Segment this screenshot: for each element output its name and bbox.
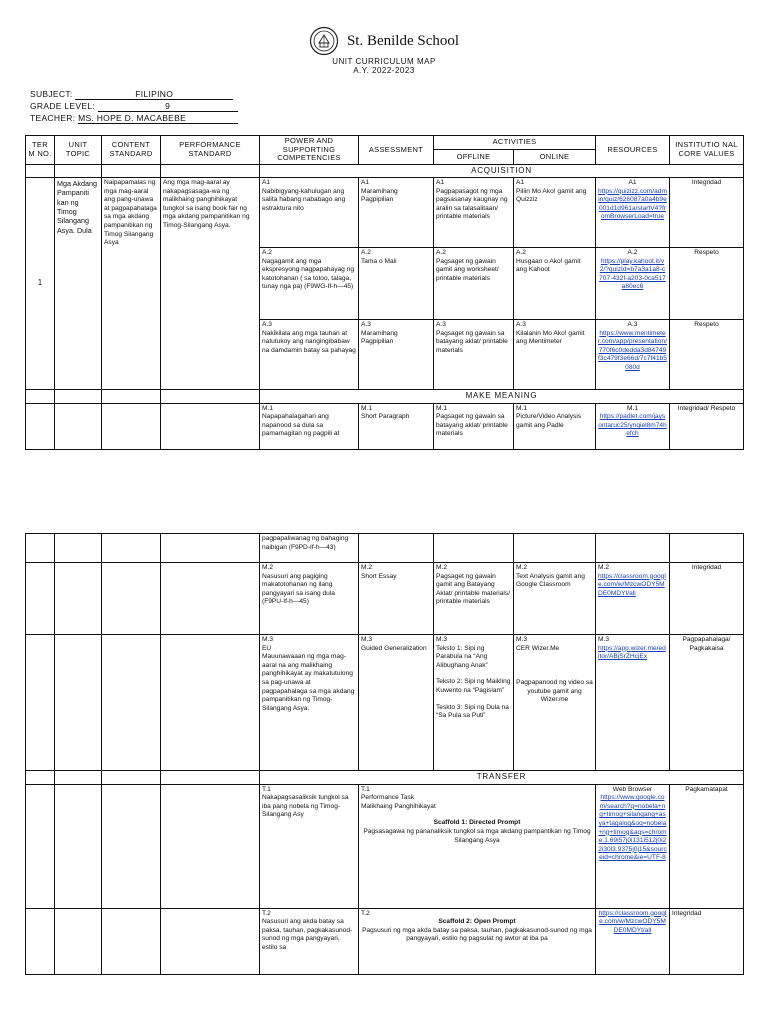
school-name: St. Benilde School	[346, 32, 460, 49]
grade-line	[30, 101, 238, 112]
resource-link[interactable]: https://classroom.google.com/w/MzcwODY5MDE0MDYt/all	[598, 909, 667, 934]
section-row-transfer	[26, 771, 744, 785]
col-resources: RESOURCES	[596, 136, 670, 165]
assessment-cell: M.3 Guided Generalization	[359, 635, 434, 771]
resource-cell: M.2 https://classroom.google.com/w/MzcwODY5MDE0MDYt/all	[596, 563, 670, 635]
section-row-make-meaning	[26, 390, 744, 404]
offline-cell: A.2 Pagsaget ng gawain gamit ang worksheet/ printable materials	[434, 248, 514, 320]
table-row	[26, 534, 744, 563]
competency-cell: A.2 Nagagamit ang mga ekspresyong nagpapahayag ng katotohanan ( sa totoo, talaga, tunay nga pa) (F9WG-If-h—45)	[260, 248, 359, 320]
resource-cell: A.2 https://play.kahoot.it/v2/?quizId=b7a3a1a8-c707-432f-a203-0ca517a80ec6	[596, 248, 670, 320]
assessment-cell: A.2 Tama o Mali	[359, 248, 434, 320]
resource-cell: A1 https://quizizz.com/admin/quiz/626087a0a4b9e001d1d961a/startV4?fromBrowserLoad=true	[596, 178, 670, 248]
core-value-cell: Integridad	[670, 563, 744, 635]
resource-link[interactable]: https://quizizz.com/admin/quiz/626087a0a4b9e001d1d961a/startV4?fromBrowserLoad=true	[598, 187, 667, 221]
core-value-cell: Integridad/ Respeto	[670, 403, 744, 449]
col-competencies: POWER AND SUPPORTING COMPETENCIES	[260, 136, 359, 165]
competency-cell: M.1 Napapahalagahan ang napanood sa dula sa pamamagitan ng pagpili at	[260, 403, 359, 449]
document-title: UNIT CURRICULUM MAP	[332, 57, 436, 66]
col-online: ONLINE	[514, 150, 596, 164]
competency-cell: M.2 Nasusuri ang pagiging makatotohanan ng ilang pangyayari sa isang dula (F9PU-If-h—45)	[260, 563, 359, 635]
scaffold-title: Scaffold 1: Directed Prompt	[433, 819, 521, 827]
performance-task-cell: T.2 Scaffold 2: Open Prompt Pagsusuri ng mga akda batay sa paksa, tauhan, pagkakasunod-sunod ng mga pangyayari, estilo ng pagsulat ng awtor at iba pa	[359, 908, 596, 974]
assessment-cell: M.2 Short Essay	[359, 563, 434, 635]
assessment-cell: A1 Maramihang Pagpipilian	[359, 178, 434, 248]
competency-cell: A.3 Nakikilala ang mga tauhan at natutukoy ang nangingibabaw na damdamin batay sa pahayag	[260, 320, 359, 390]
term-number: 1	[26, 178, 55, 390]
core-value-cell: Pagpapahalaga/ Pagkakaisa	[670, 635, 744, 771]
competency-cell: T.1 Nakapagsasaliksik tungkol sa iba pang nobela ng Timog-Silangang Asy	[260, 784, 359, 908]
online-cell: A1 Piliin Mo Ako! gamit ang Quizziz	[514, 178, 596, 248]
core-value-cell: Respeto	[670, 248, 744, 320]
col-assessment: ASSESSMENT	[359, 136, 434, 165]
header-row	[26, 136, 744, 150]
subject-label: SUBJECT:	[30, 89, 73, 99]
online-cell: A.2 Husgaan o Ako! gamit ang Kahoot	[514, 248, 596, 320]
competency-cell: pagpapaliwanag ng bahaging naibigan (F9PD-If-h—43)	[260, 534, 359, 563]
grade-label: GRADE LEVEL:	[30, 101, 96, 111]
online-cell: A.3 Kilalanin Mo Ako! gamit ang Mentimeter	[514, 320, 596, 390]
table-row	[26, 563, 744, 635]
teacher-line	[30, 113, 238, 124]
scaffold-prompt: Pagsusuri ng mga akda batay sa paksa, tauhan, pagkakasunod-sunod ng mga pangyayari, estilo ng pagsulat ng awtor at iba pa	[362, 926, 592, 943]
col-content: CONTENT STANDARD	[102, 136, 161, 165]
resource-cell: A.3 https://www.mentimeter.com/app/presentation/770f6c0dedda3d84749f3c479f3e66d/7c7f41b5080d	[596, 320, 670, 390]
col-term: TER M NO.	[26, 136, 55, 165]
section-title-acquisition: ACQUISITION	[260, 164, 744, 178]
content-standard: Naipapamalas ng mga mag-aaral ang pang-unawa at pagpapahalaga sa mga akdang pampanitikan ng Timog Silangang Asya	[102, 178, 161, 390]
unit-topic: Mga Akdang Pampaniti kan ng Timog Silangang Asya. Dula	[55, 178, 102, 390]
offline-cell: A1 Pagpapasagot ng mga pagsasanay kaugnay ng aralin sa talasalitaan/ printable materials	[434, 178, 514, 248]
subject-value: FILIPINO	[75, 89, 233, 100]
resource-link[interactable]: https://classroom.google.com/w/MzcwODY5MDE0MDYt/all	[598, 572, 666, 597]
resource-link[interactable]: https://www.google.com/search?q=nobela+ng+timog+silangang+asya+tagalog&oq=nobela+ng+timog&aqs=chrome.1.69i57j0i131i512j0i22i30l3.9375j0j15&sourceid=chrome&ie=UTF-8	[598, 794, 667, 862]
resource-link[interactable]: https://www.mentimeter.com/app/presentation/770f6c0dedda3d84749f3c479f3e66d/7c7f41b5080d	[598, 329, 667, 372]
text-one: Teksto 1: Sipi ng Parabula na “Ang Alibughang Anak”	[436, 644, 488, 669]
core-value-cell: Integridad	[670, 178, 744, 248]
online-cell: M.3 CER Wizer.Me Pagpapanood ng video sa youtube gamit ang Wizer.me	[514, 635, 596, 771]
school-seal-icon	[309, 26, 339, 56]
page-header	[0, 26, 768, 61]
table-row	[26, 178, 744, 248]
resource-cell	[596, 908, 670, 974]
section-title-make-meaning: MAKE MEANING	[260, 390, 744, 404]
teacher-value: MS. HOPE D. MACABEBE	[78, 113, 238, 124]
assessment-cell: A.3 Maramihang Pagpipilian	[359, 320, 434, 390]
competency-cell: A1 Nabibigyang-kahulugan ang salita habang nababago ang estraktura nito	[260, 178, 359, 248]
text-three: Teskto 3: Sipi ng Dula na “Sa Pula sa Puti”	[436, 703, 509, 720]
resource-link[interactable]: https://play.kahoot.it/v2/?quizId=b7a3a1a8-c707-432f-a203-0ca517a80ec6	[599, 257, 666, 291]
resource-cell: M.1 https://padlet.com/jaysontaruc25/ynqiel8m74hefch	[596, 403, 670, 449]
curriculum-table-page-1	[25, 135, 744, 450]
offline-cell: A.3 Pagsaget ng gawain sa batayang aklat/ printable materials	[434, 320, 514, 390]
section-row-acquisition	[26, 164, 744, 178]
grade-value: 9	[98, 101, 238, 112]
online-cell: M.2 Text Analysis gamit ang Google Classroom	[514, 563, 596, 635]
teacher-label: TEACHER:	[30, 113, 76, 123]
school-name-row	[309, 26, 459, 56]
col-performance: PERFORMANCE STANDARD	[161, 136, 260, 165]
academic-year: A.Y. 2022-2023	[353, 66, 415, 75]
col-offline: OFFLINE	[434, 150, 514, 164]
performance-task-cell: T.1 Performance Task Malikhaing Panghihikayat Scaffold 1: Directed Prompt Pagsasagawa ng pananaliksik tungkol sa mga akdang pampantikan ng Timog Silangang Asya	[359, 784, 596, 908]
core-value-cell: Integridad	[670, 908, 744, 974]
offline-cell: M.2 Pagsaget ng gawain gamit ang Batayang Aklat/ printable materials/ printable materials	[434, 563, 514, 635]
performance-standard: Ang mga mag-aaral ay nakapagsasaga-wa ng malikhaing panghihikayat tungkol sa isang book fair ng mga akdang pampanitikan ng Timog-Silangang Asya.	[161, 178, 260, 390]
col-values: INSTITUTIO NAL CORE VALUES	[670, 136, 744, 165]
col-activities: ACTIVITIES	[434, 136, 596, 150]
core-value-cell: Pagkamatapat	[670, 784, 744, 908]
resource-cell: M.3 https://app.wizer.me/editor/ABjSrZHcjEx	[596, 635, 670, 771]
subject-line	[30, 89, 233, 100]
resource-cell: Web Browser https://www.google.com/search?q=nobela+ng+timog+silangang+asya+tagalog&oq=nobela+ng+timog&aqs=chrome.1.69i57j0i131i512j0i22i30l3.9375j0j15&sourceid=chrome&ie=UTF-8	[596, 784, 670, 908]
offline-cell: M.3 Teksto 1: Sipi ng Parabula na “Ang Alibughang Anak” Teksto 2: Sipi ng Maikling Kuwento na “Pagislam” Teskto 3: Sipi ng Dula na “Sa Pula sa Puti”	[434, 635, 514, 771]
table-row	[26, 784, 744, 908]
table-row	[26, 635, 744, 771]
offline-cell: M.1 Pagsaget ng gawain sa batayang aklat/ printable materials	[434, 403, 514, 449]
resource-link[interactable]: https://padlet.com/jaysontaruc25/ynqiel8m74hefch	[598, 413, 667, 438]
online-cell: M.1 Picture/Video Analysis gamit ang Padle	[514, 403, 596, 449]
competency-cell: M.3 EU Mauunawaaan ng mga mag-aaral na ang malikhaing panghihikayat ay makatutulong sa pag-unawa at pagpapahalaga sa mga akdang pampanitikan ng Timog-Silangang Asya.	[260, 635, 359, 771]
scaffold-title: Scaffold 2: Open Prompt	[438, 918, 516, 926]
core-value-cell: Respeto	[670, 320, 744, 390]
table-row	[26, 403, 744, 449]
section-title-transfer: TRANSFER	[260, 771, 744, 785]
competency-cell: T.2 Nasusuri ang akda batay sa paksa, tauhan, pagkakasunod-sunod ng mga pangyayari, estilo sa	[260, 908, 359, 974]
curriculum-table-page-2	[25, 533, 744, 975]
scaffold-prompt: Pagsasagawa ng pananaliksik tungkol sa mga akdang pampantikan ng Timog Silangang Asya	[363, 827, 591, 844]
text-two: Teksto 2: Sipi ng Maikling Kuwento na “Pagislam”	[436, 678, 511, 694]
col-topic: UNIT TOPIC	[55, 136, 102, 165]
resource-link[interactable]: https://app.wizer.me/editor/ABjSrZHcjEx	[598, 644, 666, 661]
assessment-cell: M.1 Short Paragraph	[359, 403, 434, 449]
table-row	[26, 908, 744, 974]
